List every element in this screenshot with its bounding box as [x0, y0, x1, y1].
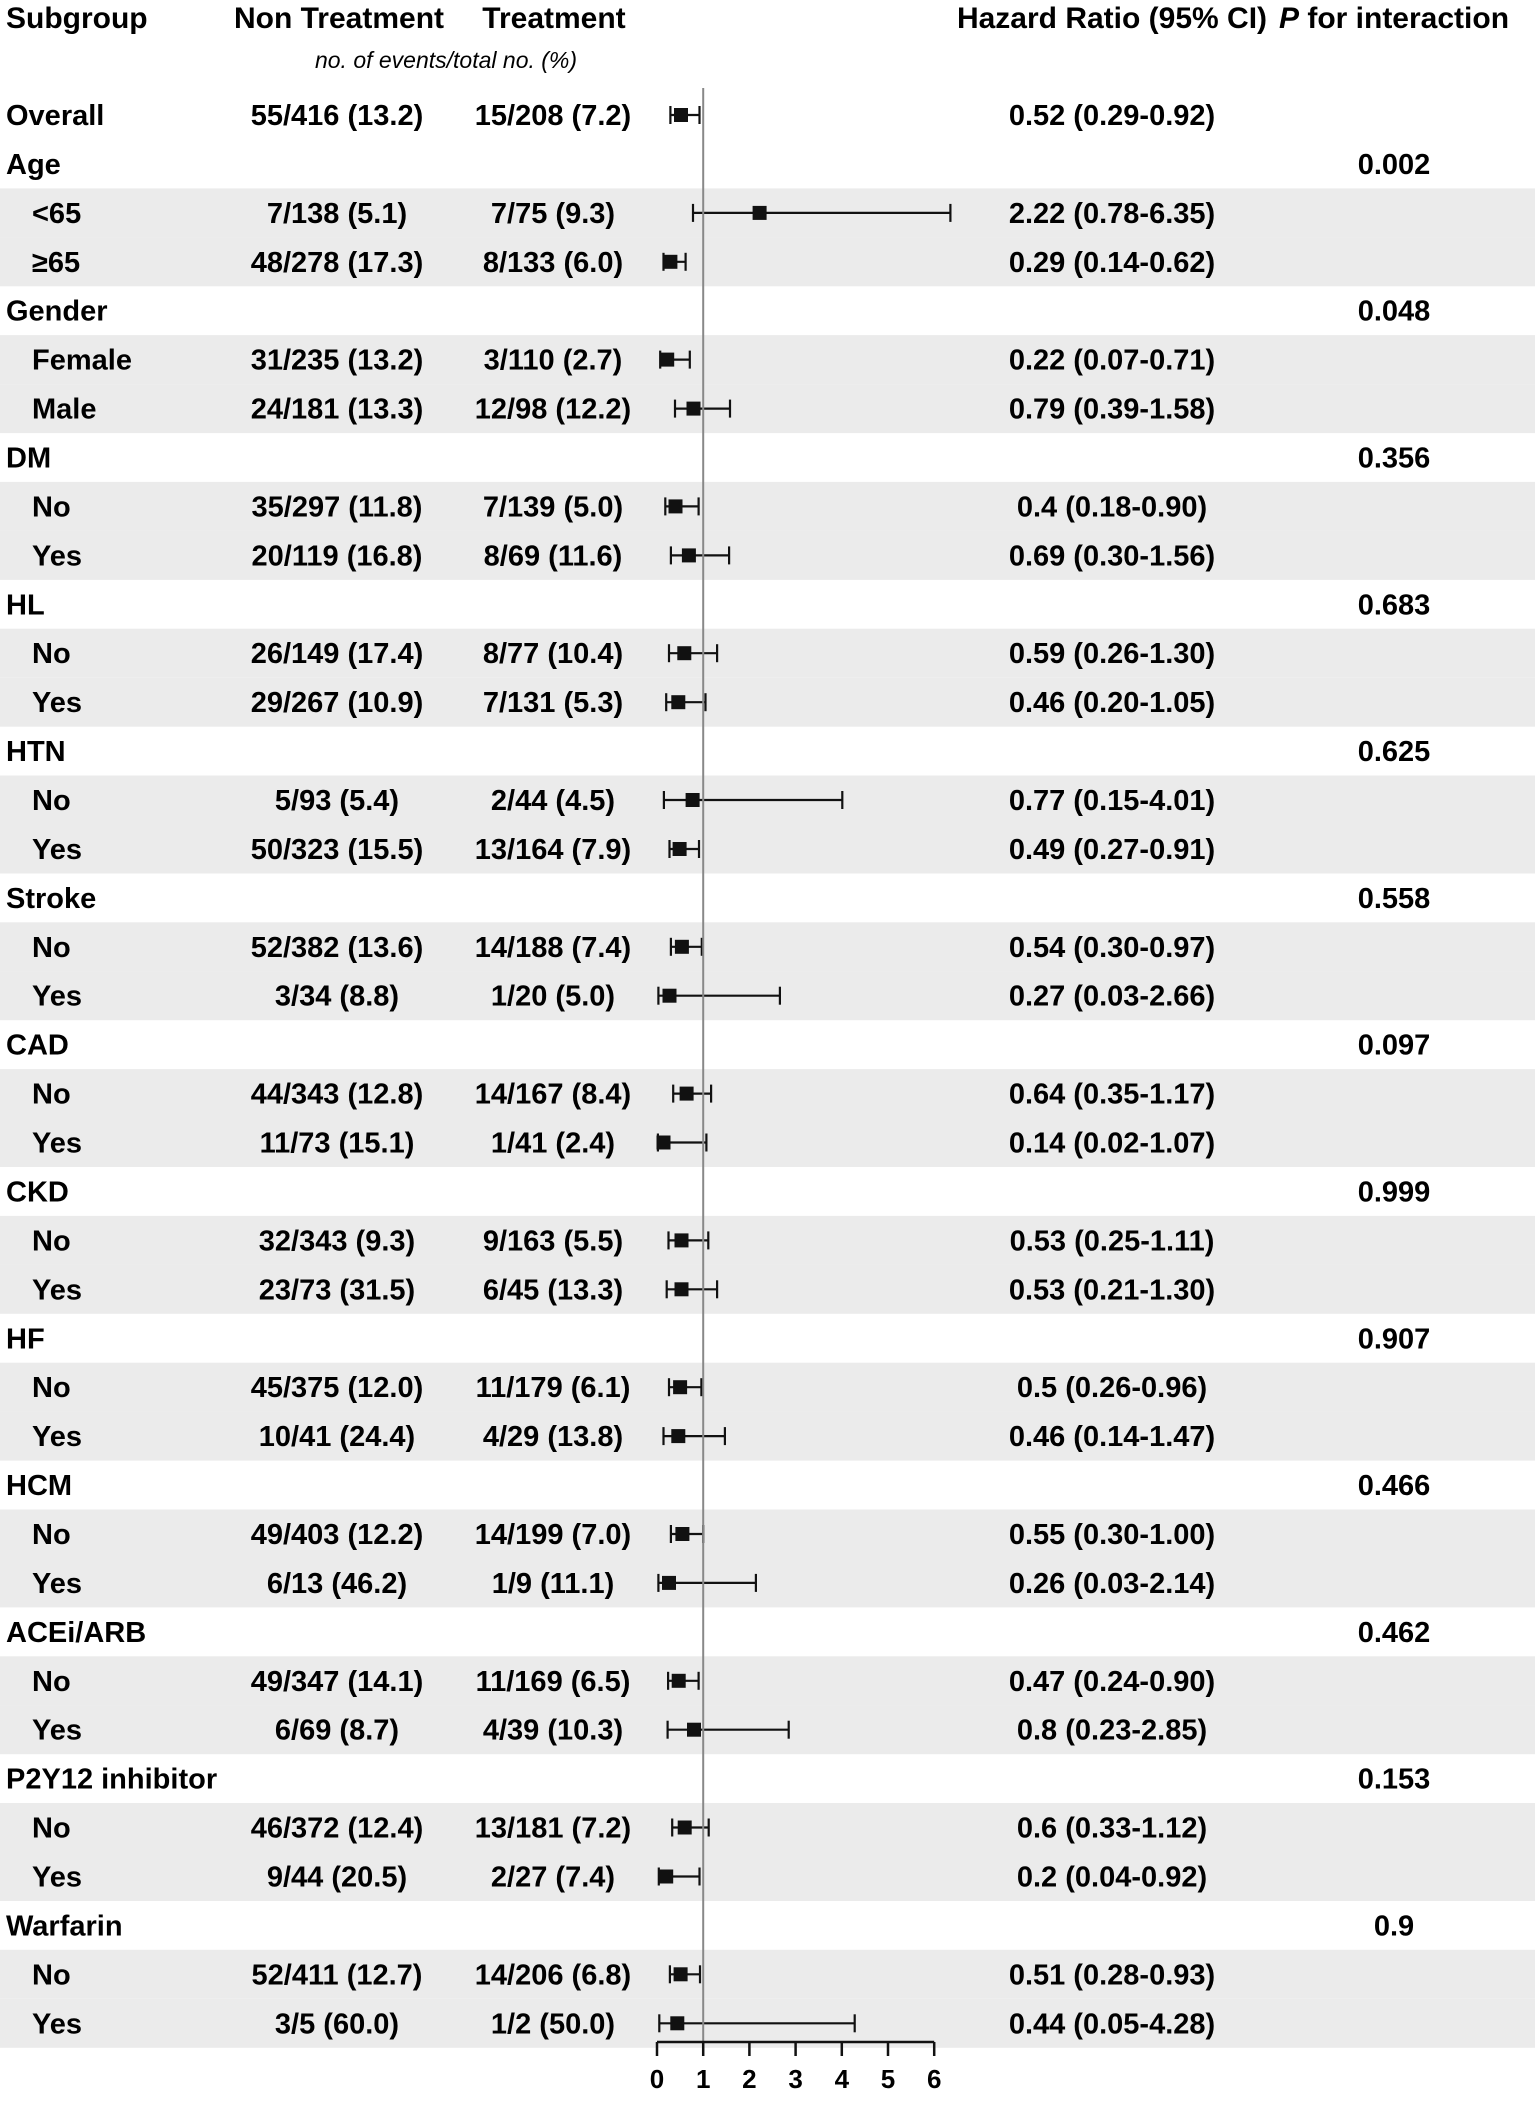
table-row — [6, 1470, 1430, 1502]
row-label: No — [32, 1519, 71, 1551]
table-row — [6, 589, 1430, 621]
treatment-cell: 11/169 (6.5) — [475, 1665, 631, 1698]
hazard-ratio-marker — [682, 548, 696, 562]
hazard-ratio-marker — [753, 206, 767, 220]
hazard-ratio-marker — [673, 842, 687, 856]
treatment-cell: 2/27 (7.4) — [490, 1861, 616, 1894]
row-label: CAD — [6, 1029, 69, 1062]
non-treatment-cell: 32/343 (9.3) — [258, 1225, 416, 1258]
hazard-ratio-cell: 0.14 (0.02-1.07) — [1008, 1127, 1216, 1160]
row-label: Overall — [6, 100, 105, 132]
table-row — [6, 736, 1430, 768]
non-treatment-cell: 31/235 (13.2) — [250, 344, 424, 377]
non-treatment-cell: 6/69 (8.7) — [274, 1714, 400, 1747]
row-label: No — [32, 931, 71, 964]
table-row — [6, 883, 1430, 915]
treatment-cell: 13/181 (7.2) — [474, 1812, 632, 1845]
hazard-ratio-cell: 0.53 (0.25-1.11) — [1009, 1225, 1215, 1258]
hazard-ratio-cell: 0.53 (0.21-1.30) — [1008, 1274, 1216, 1307]
hazard-ratio-marker — [657, 1136, 671, 1150]
hazard-ratio-cell: 0.59 (0.26-1.30) — [1008, 638, 1216, 671]
x-tick-label: 2 — [742, 2064, 757, 2094]
hazard-ratio-marker — [669, 499, 683, 513]
non-treatment-cell: 44/343 (12.8) — [250, 1078, 424, 1111]
row-band — [0, 629, 1535, 678]
table-row — [6, 1030, 1430, 1062]
row-label: Yes — [32, 1127, 82, 1160]
non-treatment-cell: 50/323 (15.5) — [250, 834, 424, 866]
non-treatment-cell: 3/5 (60.0) — [274, 2008, 400, 2041]
treatment-cell: 2/44 (4.5) — [490, 785, 616, 817]
row-band — [0, 1852, 1535, 1901]
treatment-cell: 1/2 (50.0) — [490, 2008, 616, 2041]
x-axis — [650, 2042, 942, 2094]
p-interaction-cell: 0.462 — [1357, 1616, 1431, 1649]
p-interaction-cell: 0.683 — [1357, 589, 1431, 622]
row-band — [0, 531, 1535, 580]
row-label: Yes — [32, 1421, 82, 1454]
hazard-ratio-marker — [675, 940, 689, 954]
hazard-ratio-marker — [663, 989, 677, 1003]
p-interaction-cell: 0.558 — [1357, 882, 1431, 915]
x-tick-label: 0 — [649, 2064, 665, 2094]
row-label: Stroke — [6, 882, 97, 915]
table-row — [6, 1910, 1414, 1942]
non-treatment-cell: 6/13 (46.2) — [266, 1567, 408, 1600]
table-row — [6, 296, 1430, 328]
row-band — [0, 1265, 1535, 1314]
p-interaction-cell: 0.907 — [1357, 1323, 1431, 1356]
hazard-ratio-marker — [670, 2016, 684, 2030]
hazard-ratio-cell: 0.46 (0.20-1.05) — [1008, 687, 1216, 720]
row-band — [0, 1412, 1535, 1461]
x-tick-label: 5 — [880, 2064, 896, 2094]
non-treatment-cell: 5/93 (5.4) — [274, 785, 400, 817]
row-band — [0, 1069, 1535, 1118]
hazard-ratio-marker — [687, 402, 701, 416]
row-label: No — [32, 1665, 71, 1698]
hazard-ratio-cell: 0.55 (0.30-1.00) — [1008, 1519, 1216, 1551]
non-treatment-cell: 55/416 (13.2) — [250, 100, 424, 132]
table-row — [6, 443, 1430, 475]
table-row — [6, 1617, 1430, 1649]
row-label: P2Y12 inhibitor — [6, 1763, 218, 1796]
x-tick-label: 6 — [926, 2064, 942, 2094]
hazard-ratio-cell: 0.77 (0.15-4.01) — [1008, 785, 1216, 817]
hazard-ratio-cell: 0.47 (0.24-0.90) — [1008, 1665, 1216, 1698]
row-label: Female — [32, 344, 132, 377]
row-band — [0, 1803, 1535, 1852]
non-treatment-cell: 52/411 (12.7) — [251, 1959, 423, 1992]
hazard-ratio-marker — [663, 255, 677, 269]
header-subgroup: Subgroup — [6, 2, 148, 35]
row-label: <65 — [32, 197, 82, 230]
non-treatment-cell: 52/382 (13.6) — [250, 931, 424, 964]
treatment-cell: 8/69 (11.6) — [483, 540, 623, 573]
row-band — [0, 678, 1535, 727]
treatment-cell: 1/9 (11.1) — [491, 1567, 615, 1600]
row-band — [0, 1363, 1535, 1412]
hazard-ratio-marker — [660, 353, 674, 367]
hazard-ratio-marker — [675, 1282, 689, 1296]
hazard-ratio-marker — [675, 1527, 689, 1541]
header-row — [6, 2, 1509, 73]
hazard-ratio-cell: 0.44 (0.05-4.28) — [1008, 2008, 1216, 2041]
row-label: Yes — [32, 980, 82, 1013]
hazard-ratio-cell: 0.5 (0.26-0.96) — [1016, 1372, 1208, 1405]
treatment-cell: 7/75 (9.3) — [490, 197, 616, 230]
hazard-ratio-cell: 0.2 (0.04-0.92) — [1016, 1861, 1208, 1894]
row-label: Yes — [32, 1567, 82, 1600]
hazard-ratio-cell: 0.22 (0.07-0.71) — [1008, 344, 1216, 377]
non-treatment-cell: 49/347 (14.1) — [250, 1665, 424, 1698]
p-interaction-cell: 0.356 — [1357, 442, 1431, 475]
row-label: Yes — [32, 834, 82, 866]
row-band — [0, 922, 1535, 971]
row-band — [0, 825, 1535, 874]
row-label: Yes — [32, 1274, 82, 1307]
hazard-ratio-cell: 0.52 (0.29-0.92) — [1008, 100, 1216, 132]
hazard-ratio-marker — [674, 1967, 688, 1981]
hazard-ratio-marker — [674, 108, 688, 122]
p-interaction-cell: 0.9 — [1373, 1910, 1415, 1943]
non-treatment-cell: 24/181 (13.3) — [250, 393, 424, 426]
x-tick-label: 3 — [788, 2064, 803, 2094]
row-label: No — [32, 1078, 71, 1111]
table-row — [6, 100, 1215, 132]
hazard-ratio-marker — [673, 1380, 687, 1394]
row-band — [0, 1510, 1535, 1559]
hazard-ratio-marker — [686, 793, 700, 807]
hazard-ratio-cell: 0.46 (0.14-1.47) — [1008, 1421, 1216, 1454]
non-treatment-cell: 11/73 (15.1) — [259, 1127, 415, 1160]
row-band — [0, 1558, 1535, 1607]
hazard-ratio-marker — [678, 1821, 692, 1835]
treatment-cell: 7/139 (5.0) — [482, 491, 624, 524]
row-band — [0, 1118, 1535, 1167]
x-tick-label: 4 — [834, 2064, 850, 2094]
row-label: No — [32, 1372, 71, 1405]
treatment-cell: 14/188 (7.4) — [474, 931, 632, 964]
non-treatment-cell: 49/403 (12.2) — [250, 1519, 424, 1551]
treatment-cell: 14/167 (8.4) — [474, 1078, 632, 1111]
p-interaction-cell: 0.153 — [1357, 1763, 1431, 1796]
hazard-ratio-cell: 0.27 (0.03-2.66) — [1008, 980, 1216, 1013]
hazard-ratio-cell: 0.64 (0.35-1.17) — [1008, 1078, 1216, 1111]
row-band — [0, 335, 1535, 384]
hazard-ratio-marker — [662, 1576, 676, 1590]
hazard-ratio-cell: 0.29 (0.14-0.62) — [1008, 246, 1216, 279]
row-band — [0, 1950, 1535, 1999]
treatment-cell: 8/133 (6.0) — [482, 246, 624, 279]
row-label: Warfarin — [6, 1910, 123, 1943]
hazard-ratio-marker — [687, 1723, 701, 1737]
hazard-ratio-marker — [680, 1087, 694, 1101]
row-label: CKD — [6, 1176, 69, 1209]
p-interaction-cell: 0.466 — [1357, 1470, 1431, 1502]
treatment-cell: 11/179 (6.1) — [475, 1372, 631, 1405]
non-treatment-cell: 3/34 (8.8) — [274, 980, 400, 1013]
treatment-cell: 3/110 (2.7) — [483, 344, 623, 377]
treatment-cell: 7/131 (5.3) — [482, 687, 624, 720]
table-row — [6, 1177, 1430, 1209]
header-subheader: no. of events/total no. (%) — [314, 47, 578, 73]
hazard-ratio-cell: 0.49 (0.27-0.91) — [1008, 834, 1216, 866]
row-label: Age — [6, 148, 61, 181]
x-tick-label: 1 — [695, 2064, 711, 2094]
row-label: No — [32, 1959, 71, 1992]
table-row — [6, 1764, 1430, 1796]
treatment-cell: 14/199 (7.0) — [474, 1519, 632, 1551]
row-label: HF — [6, 1323, 45, 1356]
treatment-cell: 4/39 (10.3) — [482, 1714, 624, 1747]
non-treatment-cell: 7/138 (5.1) — [266, 197, 408, 230]
row-label: ACEi/ARB — [6, 1616, 147, 1649]
non-treatment-cell: 48/278 (17.3) — [250, 246, 424, 279]
treatment-cell: 13/164 (7.9) — [474, 834, 632, 866]
table-row — [6, 1323, 1430, 1355]
header-p-rest: for interaction — [1299, 2, 1510, 35]
treatment-cell: 9/163 (5.5) — [482, 1225, 624, 1258]
hazard-ratio-cell: 0.54 (0.30-0.97) — [1008, 931, 1216, 964]
non-treatment-cell: 35/297 (11.8) — [251, 491, 423, 524]
row-label: Yes — [32, 687, 82, 720]
hazard-ratio-marker — [671, 695, 685, 709]
row-label: ≥65 — [32, 246, 81, 279]
p-interaction-cell: 0.002 — [1357, 148, 1431, 181]
hazard-ratio-cell: 0.51 (0.28-0.93) — [1008, 1959, 1216, 1992]
treatment-cell: 1/20 (5.0) — [490, 980, 616, 1013]
row-band — [0, 482, 1535, 531]
non-treatment-cell: 29/267 (10.9) — [250, 687, 424, 720]
row-band — [0, 384, 1535, 433]
row-label: No — [32, 638, 71, 671]
treatment-cell: 6/45 (13.3) — [482, 1274, 624, 1307]
row-label: No — [32, 491, 71, 524]
row-label: Male — [32, 393, 97, 426]
row-label: HTN — [6, 736, 66, 769]
non-treatment-cell: 9/44 (20.5) — [266, 1861, 408, 1894]
row-label: HCM — [6, 1470, 73, 1502]
treatment-cell: 12/98 (12.2) — [474, 393, 632, 426]
treatment-cell: 1/41 (2.4) — [490, 1127, 616, 1160]
hazard-ratio-cell: 0.69 (0.30-1.56) — [1008, 540, 1216, 573]
row-label: No — [32, 1225, 71, 1258]
row-label: Yes — [32, 1714, 82, 1747]
row-label: HL — [6, 589, 45, 622]
non-treatment-cell: 45/375 (12.0) — [250, 1372, 424, 1405]
row-band — [0, 1656, 1535, 1705]
row-label: Yes — [32, 1861, 82, 1894]
header-non-treatment: Non Treatment — [233, 2, 445, 35]
row-label: Yes — [32, 2008, 82, 2041]
hazard-ratio-cell: 2.22 (0.78-6.35) — [1008, 197, 1216, 230]
row-label: DM — [6, 442, 52, 475]
row-band — [0, 237, 1535, 286]
hazard-ratio-cell: 0.8 (0.23-2.85) — [1016, 1714, 1208, 1747]
row-label: No — [32, 1812, 71, 1845]
p-interaction-cell: 0.048 — [1357, 295, 1431, 328]
treatment-cell: 15/208 (7.2) — [474, 100, 632, 132]
row-label: Gender — [6, 295, 108, 328]
hazard-ratio-cell: 0.4 (0.18-0.90) — [1016, 491, 1208, 524]
hazard-ratio-cell: 0.6 (0.33-1.12) — [1016, 1812, 1208, 1845]
non-treatment-cell: 20/119 (16.8) — [251, 540, 423, 573]
treatment-cell: 4/29 (13.8) — [482, 1421, 624, 1454]
p-interaction-cell: 0.999 — [1357, 1176, 1431, 1209]
hazard-ratio-cell: 0.79 (0.39-1.58) — [1008, 393, 1216, 426]
header-p-interaction — [1279, 2, 1509, 35]
treatment-cell: 14/206 (6.8) — [474, 1959, 632, 1992]
hazard-ratio-marker — [659, 1870, 673, 1884]
row-label: Yes — [32, 540, 82, 573]
treatment-cell: 8/77 (10.4) — [482, 638, 624, 671]
row-bands — [0, 188, 1535, 2047]
row-band — [0, 1216, 1535, 1265]
header-p-letter: P — [1278, 2, 1299, 35]
non-treatment-cell: 10/41 (24.4) — [258, 1421, 416, 1454]
hazard-ratio-marker — [671, 1429, 685, 1443]
hazard-ratio-cell: 0.26 (0.03-2.14) — [1008, 1567, 1216, 1600]
p-interaction-cell: 0.625 — [1357, 736, 1431, 769]
header-treatment: Treatment — [482, 2, 626, 35]
non-treatment-cell: 46/372 (12.4) — [250, 1812, 424, 1845]
non-treatment-cell: 23/73 (31.5) — [258, 1274, 416, 1307]
hazard-ratio-marker — [672, 1674, 686, 1688]
row-label: No — [32, 785, 71, 817]
non-treatment-cell: 26/149 (17.4) — [250, 638, 424, 671]
hazard-ratio-marker — [675, 1233, 689, 1247]
header-hazard-ratio: Hazard Ratio (95% CI) — [956, 2, 1268, 35]
hazard-ratio-marker — [677, 646, 691, 660]
p-interaction-cell: 0.097 — [1357, 1029, 1431, 1062]
table-row — [6, 149, 1430, 181]
